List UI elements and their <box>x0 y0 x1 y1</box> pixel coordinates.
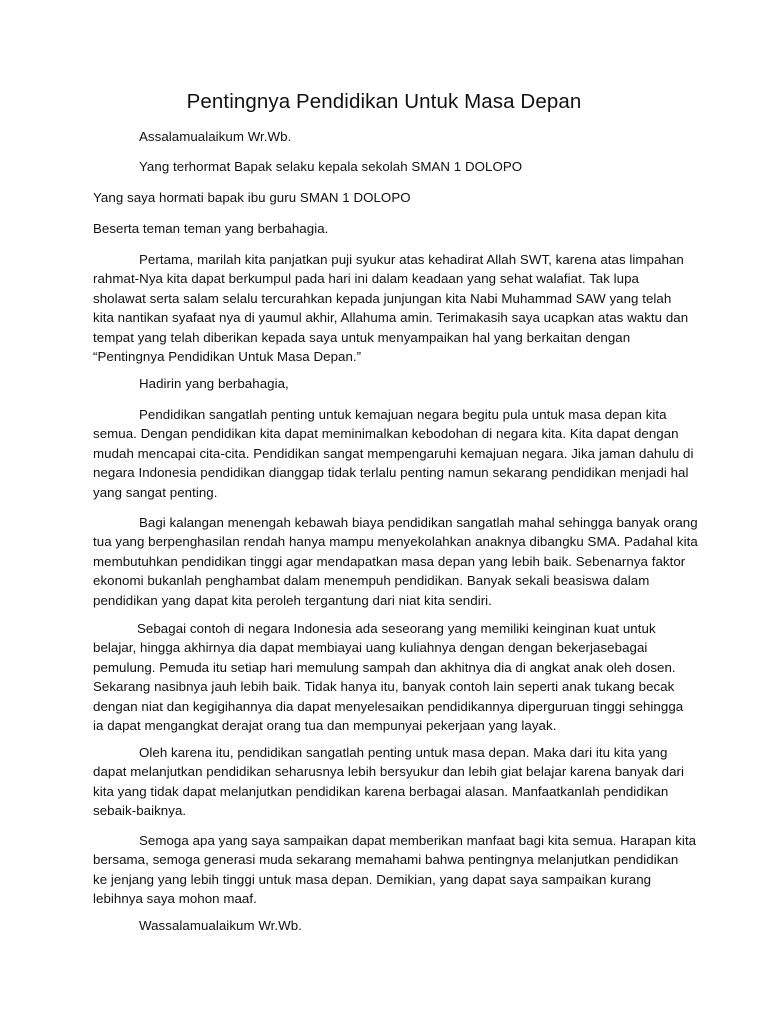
paragraph-line: pemulung. Pemuda itu setiap hari memulung sampah dan akhitnya dia di angkat anak oleh dosen. <box>93 659 676 675</box>
paragraph-line: tua yang berpenghasilan rendah hanya mampu menyekolahkan anaknya dibangku SMA. Padahal kita <box>93 534 698 550</box>
paragraph-line: lebihnya saya mohon maaf. <box>93 891 257 907</box>
paragraph-line: dengan niat dan kegigihannya dia dapat menyelesaikan pendidikannya diperguruan tinggi sehingga <box>93 698 684 714</box>
paragraph-line: negara Indonesia pendidikan dianggap tidak terlalu penting namun sekarang pendidikan menjadi hal <box>93 465 689 481</box>
paragraph-line: Bagi kalangan menengah kebawah biaya pendidikan sangatlah mahal sehingga banyak orang <box>139 515 698 530</box>
paragraph-line: tempat yang telah diberikan kepada saya untuk menyampaikan hal yang berkaitan dengan <box>93 329 631 345</box>
paragraph-line: mudah mencapai cita-cita. Pendidikan sangat mempengaruhi kemajuan negara. Jika jaman dahulu di <box>93 445 694 461</box>
paragraph-line: pendidikan yang dapat kita peroleh tergantung dari niat kita sendiri. <box>93 592 492 608</box>
closing: Wassalamualaikum Wr.Wb. <box>139 918 302 933</box>
paragraph-line: Pertama, marilah kita panjatkan puji syukur atas kehadirat Allah SWT, karena atas limpahan <box>139 252 684 267</box>
paragraph-line: kita yang tidak dapat melanjutkan pendidikan karena berbagai alasan. Manfaatkanlah pendidikan <box>93 783 669 799</box>
paragraph-line: ekonomi bukanlah penghambat dalam menempuh pendidikan. Banyak sekali beasiswa dalam <box>93 573 650 589</box>
paragraph-line: bersama, semoga generasi muda sekarang memahami bahwa pentingnya melanjutkan pendidikan <box>93 852 679 868</box>
paragraph-importance <box>93 405 693 502</box>
paragraph-line: “Pentingnya Pendidikan Untuk Masa Depan.” <box>93 349 362 365</box>
paragraph-line: Sebagai contoh di negara Indonesia ada seseorang yang memiliki keinginan kuat untuk <box>137 621 656 636</box>
paragraph-line: dapat melanjutkan pendidikan seharusnya lebih bersyukur dan lebih giat belajar karena banyak dari <box>93 764 685 780</box>
paragraph-line: Oleh karena itu, pendidikan sangatlah penting untuk masa depan. Maka dari itu kita yang <box>139 745 668 760</box>
address-teachers: Yang saya hormati bapak ibu guru SMAN 1 DOLOPO <box>93 190 411 205</box>
paragraph-line: semua. Dengan pendidikan kita dapat meminimalkan kebodohan di negara kita. Kita dapat dengan <box>93 426 679 442</box>
greeting: Assalamualaikum Wr.Wb. <box>139 129 292 144</box>
paragraph-conclusion <box>93 743 684 821</box>
hadirin-line: Hadirin yang berbahagia, <box>139 376 289 391</box>
paragraph-line: sebaik-baiknya. <box>93 803 187 819</box>
paragraph-hope <box>93 831 696 909</box>
paragraph-line: ke jenjang yang lebih tinggi untuk masa depan. Demikian, yang dapat saya sampaikan kurang <box>93 871 652 887</box>
paragraph-line: rahmat-Nya kita dapat berkumpul pada hari ini dalam keadaan yang sehat walafiat. Tak lupa <box>93 271 640 287</box>
document-title: Pentingnya Pendidikan Untuk Masa Depan <box>186 90 582 113</box>
paragraph-line: belajar, hingga akhirnya dia dapat membiayai uang kuliahnya dengan dengan bekerjasebagai <box>93 640 648 656</box>
paragraph-example <box>93 619 683 735</box>
paragraph-opening <box>93 250 688 366</box>
paragraph-line: sholawat serta salam selalu tercurahkan kepada junjungan kita Nabi Muhammad SAW yang telah <box>93 290 672 306</box>
paragraph-line: kita nantikan syafaat nya di yaumul akhir, Allahuma amin. Terimakasih saya ucapkan atas waktu dan <box>93 310 689 326</box>
paragraph-line: membutuhkan pendidikan tinggi agar mendapatkan masa depan yang lebih baik. Sebenarnya faktor <box>93 553 686 569</box>
paragraph-line: Pendidikan sangatlah penting untuk kemajuan negara begitu pula untuk masa depan kita <box>139 407 667 422</box>
address-principal: Yang terhormat Bapak selaku kepala sekolah SMAN 1 DOLOPO <box>139 159 523 174</box>
paragraph-line: ia dapat mengangkat derajat orang tua dan mempunyai pekerjaan yang layak. <box>93 718 557 734</box>
paragraph-line: Semoga apa yang saya sampaikan dapat memberikan manfaat bagi kita semua. Harapan kita <box>139 833 697 848</box>
paragraph-line: yang sangat penting. <box>93 484 218 500</box>
address-friends: Beserta teman teman yang berbahagia. <box>93 221 329 236</box>
paragraph-cost <box>93 513 698 610</box>
paragraph-line: Sekarang nasibnya jauh lebih baik. Tidak hanya itu, banyak contoh lain seperti anak tukang becak <box>93 679 675 695</box>
